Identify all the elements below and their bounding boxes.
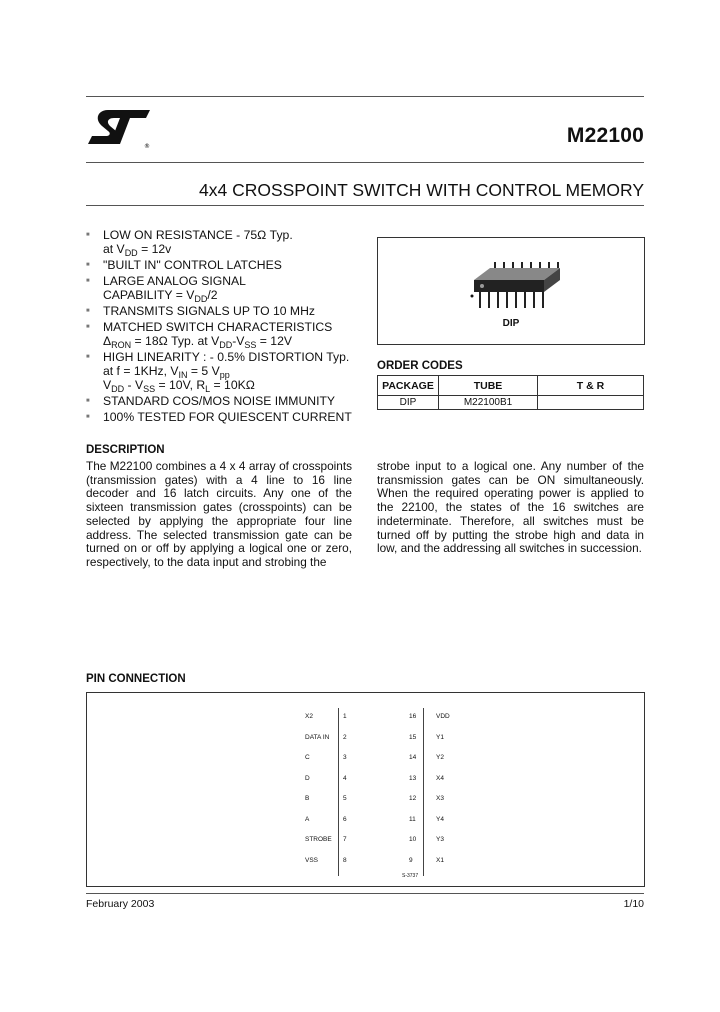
pin-number: 8 xyxy=(343,856,347,864)
table-cell: M22100B1 xyxy=(439,396,538,410)
subtitle-rule xyxy=(86,205,644,206)
bullet-icon: ■ xyxy=(86,278,90,284)
pin-number: 5 xyxy=(343,795,347,802)
bullet-icon: ■ xyxy=(86,414,90,420)
feature-item: ■ HIGH LINEARITY : - 0.5% DISTORTION Typ. at f = 1KHz, $V_{IN} = 5$ $V_{pp}$ $V_{DD} - V_{SS} = 10V$, $R_L = 10K\Omega$ xyxy=(86,350,350,394)
feature-item: ■ LARGE ANALOG SIGNAL CAPABILITY = $V_{DD}/2$ xyxy=(86,274,246,304)
table-header-row xyxy=(378,376,644,396)
part-number: M22100 xyxy=(566,124,644,147)
pin-label: Y2 xyxy=(436,754,444,761)
table-row xyxy=(378,396,644,410)
pin-label: VSS xyxy=(305,856,319,864)
figure-note: S-3737 xyxy=(402,873,419,879)
page-subtitle: 4x4 CROSSPOINT SWITCH WITH CONTROL MEMORY xyxy=(199,180,644,200)
pin-label: C xyxy=(305,754,310,761)
pin-label: B xyxy=(305,795,310,802)
pin-number: 12 xyxy=(409,795,417,802)
feature-item: ■ LOW ON RESISTANCE - 75Ω Typ. at $V_{DD} = 12v$ xyxy=(86,228,293,258)
column-header: T & R xyxy=(538,376,644,396)
description-heading: DESCRIPTION xyxy=(86,444,165,456)
top-rule xyxy=(86,96,644,97)
pin-connection-heading: PIN CONNECTION xyxy=(86,673,186,685)
pin-label: X2 xyxy=(305,713,313,720)
bullet-icon: ■ xyxy=(86,398,90,404)
header-rule xyxy=(86,162,644,163)
bullet-icon: ■ xyxy=(86,354,90,360)
pin-label: Y1 xyxy=(436,733,444,741)
pin-number: 4 xyxy=(343,774,347,782)
pin-label: X1 xyxy=(436,856,444,864)
pin-label: Y4 xyxy=(436,815,444,823)
feature-item: ■ TRANSMITS SIGNALS UP TO 10 MHz xyxy=(86,304,315,318)
pin-number: 6 xyxy=(343,815,347,823)
pin-number: 7 xyxy=(343,836,347,843)
pin-number: 9 xyxy=(409,856,413,864)
feature-item: ■ 100% TESTED FOR QUIESCENT CURRENT xyxy=(86,410,352,424)
bullet-icon: ■ xyxy=(86,324,90,330)
pin-number: 10 xyxy=(409,836,417,843)
pin-number: 2 xyxy=(343,733,347,741)
package-figure xyxy=(377,237,645,345)
footer-date: February 2003 xyxy=(86,898,155,910)
description-column-1: The M22100 combines a 4 x 4 array of crosspoints (transmission gates) with a 4 line to 16 line decoder and 16 latch circuits. Any one of the sixteen transmission gates (crosspoints) can be selected by applying the appropriate four line address. The selected transmission gate can be turned on or off by applying a logical one or zero, respectively, to the data input and strobing the xyxy=(86,459,352,569)
bullet-icon: ■ xyxy=(86,262,90,268)
page-number: 1/10 xyxy=(623,898,644,910)
pin-number: 15 xyxy=(409,733,417,741)
order-codes-title: ORDER CODES xyxy=(377,360,463,372)
pin-label: VDD xyxy=(436,713,450,720)
footer-rule xyxy=(86,893,644,894)
pin-label: A xyxy=(305,815,310,823)
pin-label: Y3 xyxy=(436,836,444,843)
pin-label: X4 xyxy=(436,774,444,782)
pin-label: D xyxy=(305,774,310,782)
column-header: PACKAGE xyxy=(378,376,439,396)
pin-number: 11 xyxy=(409,815,416,823)
feature-item: ■ "BUILT IN" CONTROL LATCHES xyxy=(86,258,282,272)
st-logo xyxy=(86,104,156,150)
pin-label: X3 xyxy=(436,795,444,802)
table-cell: DIP xyxy=(378,396,439,410)
bullet-icon: ■ xyxy=(86,308,90,314)
table-cell xyxy=(538,396,644,410)
feature-item: ■ MATCHED SWITCH CHARACTERISTICS $\Delta_{RON} = 18\Omega$ Typ. at $V_{DD}-V_{SS} = 12V$ xyxy=(86,320,333,350)
pin-number: 13 xyxy=(409,774,417,782)
feature-list xyxy=(86,228,361,426)
package-label: DIP xyxy=(502,318,520,329)
pin-number: 1 xyxy=(343,713,347,720)
pin-number: 14 xyxy=(409,754,417,761)
svg-text:®: ® xyxy=(144,143,150,150)
dip-chip-icon xyxy=(468,258,564,318)
feature-item: ■ STANDARD COS/MOS NOISE IMMUNITY xyxy=(86,394,336,408)
pin-number: 16 xyxy=(409,713,417,720)
column-header: TUBE xyxy=(439,376,538,396)
pin-label: DATA IN xyxy=(305,733,330,741)
pin-number: 3 xyxy=(343,754,347,761)
bullet-icon: ■ xyxy=(86,232,90,238)
order-codes-table xyxy=(377,375,644,410)
description-column-2: strobe input to a logical one. Any number of the transmission gates can be ON simultaneously. When the required operating power is applied to the 22100, the states of the 16 switches are indeterminate. Therefore, all switches must be turned off by putting the strobe high and data in low, and the addressing all switches in succession. xyxy=(377,459,644,556)
pin-label: STROBE xyxy=(305,836,332,843)
pin-connection-figure xyxy=(86,692,645,887)
